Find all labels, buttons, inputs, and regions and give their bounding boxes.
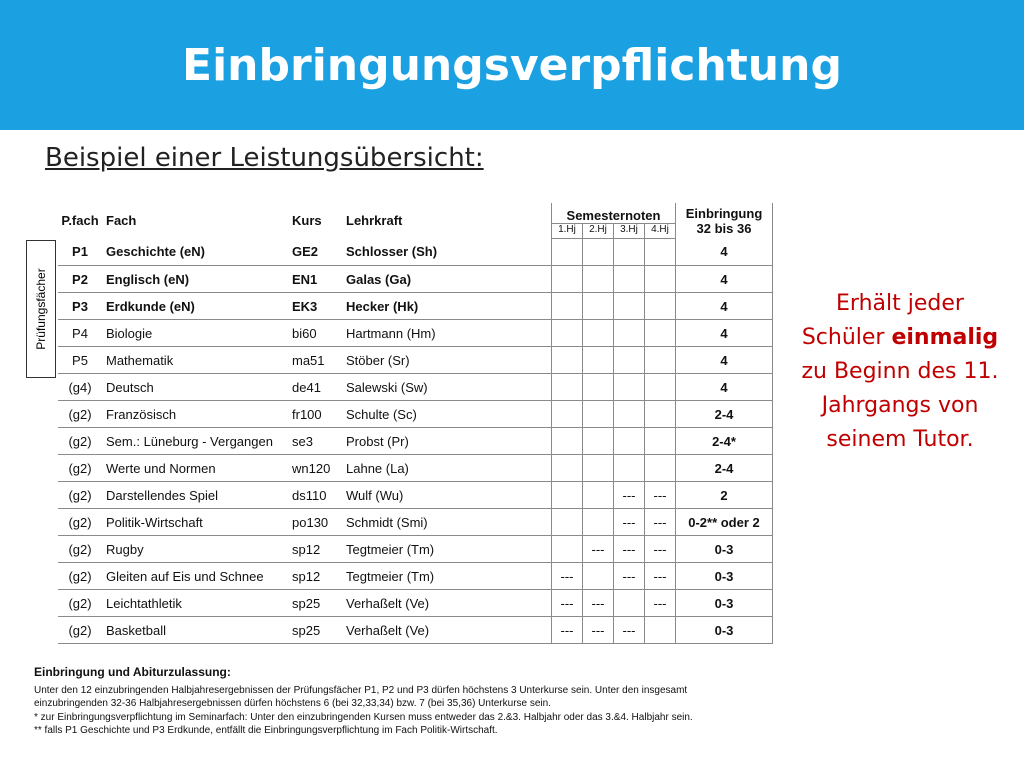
cell-pfach: (g4) — [58, 374, 102, 401]
cell-hj3: --- — [614, 563, 645, 590]
header-einbringung-line1: Einbringung — [685, 205, 763, 221]
page-title: Einbringungsverpflichtung — [182, 40, 842, 91]
cell-kurs: EK3 — [288, 293, 342, 320]
cell-lehrkraft: Schlosser (Sh) — [342, 239, 552, 266]
cell-hj1 — [552, 482, 583, 509]
cell-pfach: P3 — [58, 293, 102, 320]
cell-lehrkraft: Lahne (La) — [342, 455, 552, 482]
table-row — [58, 401, 773, 428]
cell-fach: Französisch — [102, 401, 288, 428]
cell-hj2 — [583, 455, 614, 482]
cell-lehrkraft: Verhaßelt (Ve) — [342, 590, 552, 617]
cell-kurs: EN1 — [288, 266, 342, 293]
cell-hj1 — [552, 347, 583, 374]
cell-kurs: sp12 — [288, 536, 342, 563]
cell-hj1 — [552, 401, 583, 428]
cell-pfach: (g2) — [58, 509, 102, 536]
cell-hj1 — [552, 266, 583, 293]
table-header-row — [58, 203, 773, 224]
grades-table — [58, 203, 773, 644]
cell-hj2 — [583, 563, 614, 590]
cell-hj2 — [583, 374, 614, 401]
cell-hj4 — [645, 401, 676, 428]
cell-hj3 — [614, 401, 645, 428]
cell-fach: Deutsch — [102, 374, 288, 401]
cell-hj3 — [614, 590, 645, 617]
cell-hj3 — [614, 239, 645, 266]
cell-hj2: --- — [583, 617, 614, 644]
table-row — [58, 347, 773, 374]
cell-hj2 — [583, 266, 614, 293]
cell-lehrkraft: Schmidt (Smi) — [342, 509, 552, 536]
cell-fach: Englisch (eN) — [102, 266, 288, 293]
cell-hj2: --- — [583, 590, 614, 617]
cell-hj2 — [583, 509, 614, 536]
cell-pfach: (g2) — [58, 536, 102, 563]
header-kurs: Kurs — [292, 213, 322, 229]
cell-pfach: (g2) — [58, 590, 102, 617]
footer-line: Unter den 12 einzubringenden Halbjahresergebnissen der Prüfungsfächer P1, P2 und P3 dürfen höchstens 3 Unterkurse sein. Unter den insgesamt — [34, 684, 688, 696]
cell-hj4: --- — [645, 536, 676, 563]
cell-hj2 — [583, 482, 614, 509]
cell-hj2 — [583, 293, 614, 320]
cell-hj1 — [552, 320, 583, 347]
cell-lehrkraft: Galas (Ga) — [342, 266, 552, 293]
cell-hj4: --- — [645, 509, 676, 536]
cell-fach: Sem.: Lüneburg - Vergangen — [102, 428, 288, 455]
cell-lehrkraft: Stöber (Sr) — [342, 347, 552, 374]
cell-pfach: P1 — [58, 239, 102, 266]
cell-pfach: (g2) — [58, 401, 102, 428]
cell-hj2 — [583, 320, 614, 347]
table-row — [58, 320, 773, 347]
title-banner — [0, 0, 1024, 130]
cell-hj3: --- — [614, 509, 645, 536]
cell-fach: Erdkunde (eN) — [102, 293, 288, 320]
header-lehrkraft: Lehrkraft — [346, 213, 403, 229]
cell-hj3: --- — [614, 617, 645, 644]
cell-einbringung: 4 — [676, 347, 773, 374]
header-semesternoten: Semesternoten — [552, 203, 676, 224]
cell-hj1 — [552, 455, 583, 482]
cell-hj4 — [645, 455, 676, 482]
cell-hj3 — [614, 320, 645, 347]
footer-line: ** falls P1 Geschichte und P3 Erdkunde, entfällt die Einbringungsverpflichtung im Fach Politik-Wirtschaft. — [34, 725, 498, 736]
cell-hj1: --- — [552, 617, 583, 644]
table-row — [58, 536, 773, 563]
header-hj2: 2.Hj — [583, 224, 614, 239]
cell-lehrkraft: Probst (Pr) — [342, 428, 552, 455]
subtitle: Beispiel einer Leistungsübersicht: — [45, 143, 484, 173]
cell-lehrkraft: Hartmann (Hm) — [342, 320, 552, 347]
cell-hj3 — [614, 455, 645, 482]
cell-fach: Darstellendes Spiel — [102, 482, 288, 509]
cell-fach: Gleiten auf Eis und Schnee — [102, 563, 288, 590]
table-row — [58, 239, 773, 266]
table-row — [58, 482, 773, 509]
table-row — [58, 509, 773, 536]
header-hj4: 4.Hj — [645, 224, 676, 239]
cell-lehrkraft: Tegtmeier (Tm) — [342, 563, 552, 590]
cell-pfach: P4 — [58, 320, 102, 347]
cell-fach: Mathematik — [102, 347, 288, 374]
cell-pfach: (g2) — [58, 428, 102, 455]
cell-fach: Geschichte (eN) — [102, 239, 288, 266]
cell-einbringung: 2-4 — [676, 455, 773, 482]
cell-hj1: --- — [552, 563, 583, 590]
cell-einbringung: 0-3 — [676, 536, 773, 563]
cell-hj3: --- — [614, 482, 645, 509]
cell-pfach: (g2) — [58, 563, 102, 590]
cell-einbringung: 4 — [676, 239, 773, 266]
cell-einbringung: 0-3 — [676, 617, 773, 644]
cell-hj3 — [614, 428, 645, 455]
cell-hj2: --- — [583, 536, 614, 563]
cell-einbringung: 2-4* — [676, 428, 773, 455]
cell-kurs: sp12 — [288, 563, 342, 590]
tutor-note-emphasis: einmalig — [891, 325, 999, 350]
cell-hj4: --- — [645, 482, 676, 509]
cell-hj4: --- — [645, 590, 676, 617]
cell-fach: Rugby — [102, 536, 288, 563]
cell-hj4 — [645, 428, 676, 455]
cell-hj4 — [645, 347, 676, 374]
cell-hj4 — [645, 239, 676, 266]
cell-fach: Basketball — [102, 617, 288, 644]
cell-hj4 — [645, 617, 676, 644]
cell-kurs: bi60 — [288, 320, 342, 347]
cell-hj3 — [614, 374, 645, 401]
cell-pfach: P2 — [58, 266, 102, 293]
cell-kurs: se3 — [288, 428, 342, 455]
table-row — [58, 590, 773, 617]
cell-pfach: (g2) — [58, 617, 102, 644]
cell-kurs: sp25 — [288, 590, 342, 617]
cell-hj4 — [645, 320, 676, 347]
cell-lehrkraft: Verhaßelt (Ve) — [342, 617, 552, 644]
cell-einbringung: 2 — [676, 482, 773, 509]
table-row — [58, 428, 773, 455]
footer-line: * zur Einbringungsverpflichtung im Seminarfach: Unter den einzubringenden Kursen muss entweder das 2.&3. Halbjahr oder das 3.&4. Halbjahr sein. — [34, 711, 693, 723]
cell-fach: Biologie — [102, 320, 288, 347]
cell-hj1 — [552, 239, 583, 266]
table-row — [58, 455, 773, 482]
cell-hj3: --- — [614, 536, 645, 563]
cell-hj3 — [614, 347, 645, 374]
table-row — [58, 617, 773, 644]
cell-kurs: fr100 — [288, 401, 342, 428]
cell-kurs: de41 — [288, 374, 342, 401]
cell-hj2 — [583, 239, 614, 266]
cell-kurs: po130 — [288, 509, 342, 536]
cell-lehrkraft: Wulf (Wu) — [342, 482, 552, 509]
tutor-note-part2: zu Beginn des 11. Jahrgangs von seinem Tutor. — [801, 359, 999, 452]
header-pfach: P.fach — [61, 213, 99, 229]
footer-heading: Einbringung und Abiturzulassung: — [34, 665, 231, 679]
cell-pfach: (g2) — [58, 455, 102, 482]
cell-pfach: P5 — [58, 347, 102, 374]
cell-pfach: (g2) — [58, 482, 102, 509]
cell-lehrkraft: Tegtmeier (Tm) — [342, 536, 552, 563]
tutor-note-part1: Erhält jeder Schüler — [801, 291, 964, 350]
header-hj1: 1.Hj — [552, 224, 583, 239]
cell-hj1: --- — [552, 590, 583, 617]
cell-einbringung: 0-2** oder 2 — [676, 509, 773, 536]
cell-fach: Leichtathletik — [102, 590, 288, 617]
cell-hj1 — [552, 428, 583, 455]
footer-line: einzubringenden 32-36 Halbjahresergebnissen dürfen höchstens 6 (bei 32,33,34) bzw. 7 (bei 35,36) Unterkurse sein. — [34, 698, 551, 709]
cell-hj1 — [552, 293, 583, 320]
cell-kurs: ma51 — [288, 347, 342, 374]
cell-hj4 — [645, 374, 676, 401]
pruefungsfaecher-label: Prüfungsfächer — [34, 268, 48, 350]
cell-hj2 — [583, 347, 614, 374]
cell-hj3 — [614, 293, 645, 320]
cell-einbringung: 0-3 — [676, 590, 773, 617]
cell-einbringung: 4 — [676, 266, 773, 293]
header-einbringung-line2: 32 bis 36 — [696, 220, 752, 236]
tutor-note — [800, 287, 1000, 457]
cell-hj3 — [614, 266, 645, 293]
header-fach: Fach — [106, 213, 137, 229]
header-hj3: 3.Hj — [614, 224, 645, 239]
cell-hj4 — [645, 293, 676, 320]
table-row — [58, 293, 773, 320]
cell-kurs: ds110 — [288, 482, 342, 509]
cell-hj4 — [645, 266, 676, 293]
cell-kurs: wn120 — [288, 455, 342, 482]
cell-fach: Werte und Normen — [102, 455, 288, 482]
cell-hj4: --- — [645, 563, 676, 590]
cell-kurs: sp25 — [288, 617, 342, 644]
cell-kurs: GE2 — [288, 239, 342, 266]
cell-einbringung: 4 — [676, 293, 773, 320]
cell-hj2 — [583, 428, 614, 455]
cell-lehrkraft: Hecker (Hk) — [342, 293, 552, 320]
cell-lehrkraft: Salewski (Sw) — [342, 374, 552, 401]
cell-einbringung: 4 — [676, 374, 773, 401]
cell-einbringung: 2-4 — [676, 401, 773, 428]
table-row — [58, 374, 773, 401]
cell-hj1 — [552, 374, 583, 401]
cell-einbringung: 4 — [676, 320, 773, 347]
cell-hj1 — [552, 536, 583, 563]
header-einbringung — [676, 203, 773, 239]
pruefungsfaecher-box — [26, 240, 56, 378]
cell-hj1 — [552, 509, 583, 536]
cell-fach: Politik-Wirtschaft — [102, 509, 288, 536]
footer-notes — [34, 666, 774, 738]
table-row — [58, 266, 773, 293]
cell-lehrkraft: Schulte (Sc) — [342, 401, 552, 428]
cell-hj2 — [583, 401, 614, 428]
table-row — [58, 563, 773, 590]
cell-einbringung: 0-3 — [676, 563, 773, 590]
